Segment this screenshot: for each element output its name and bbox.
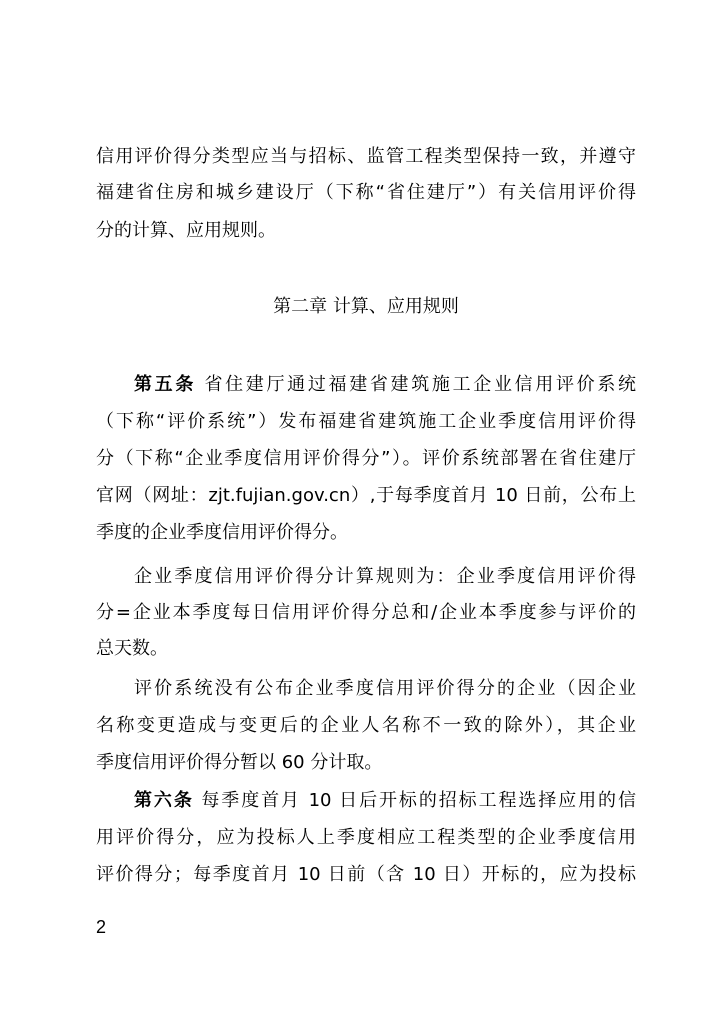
calc-line-1: 企业季度信用评价得分计算规则为：企业季度信用评价得	[134, 566, 636, 587]
default-line-3: 季度信用评价得分暂以 60 分计取。	[96, 752, 383, 773]
intro-line-2: 福建省住房和城乡建设厅（下称“省住建厅”）有关信用评价得	[96, 182, 636, 203]
article-5-text: 省住建厅通过福建省建筑施工企业信用评价系统	[204, 374, 637, 395]
article-6-line-2: 用评价得分，应为投标人上季度相应工程类型的企业季度信用	[96, 827, 636, 848]
calc-line-2: 分=企业本季度每日信用评价得分总和/企业本季度参与评价的	[96, 602, 636, 623]
default-line-1: 评价系统没有公布企业季度信用评价得分的企业（因企业	[134, 678, 636, 699]
article-5-line-2: （下称“评价系统”）发布福建省建筑施工企业季度信用评价得	[96, 411, 636, 432]
article-6-line-3: 评价得分；每季度首月 10 日前（含 10 日）开标的，应为投标	[96, 864, 636, 885]
article-5-line-3: 分（下称“企业季度信用评价得分”）。评价系统部署在省住建厅	[96, 448, 636, 469]
article-5-line-4: 官网（网址：zjt.fujian.gov.cn）,于每季度首月 10 日前，公布上	[96, 485, 636, 506]
page-number: 2	[96, 917, 107, 937]
article-5-line-1	[134, 372, 636, 398]
intro-line-3: 分的计算、应用规则。	[96, 220, 276, 241]
default-line-2: 名称变更造成与变更后的企业人名称不一致的除外），其企业	[96, 715, 636, 736]
article-6-label: 第六条	[134, 790, 194, 811]
chapter-title: 第二章 计算、应用规则	[273, 296, 459, 317]
article-5-line-5: 季度的企业季度信用评价得分。	[96, 522, 348, 543]
calc-line-3: 总天数。	[96, 638, 168, 659]
article-5-label: 第五条	[134, 374, 197, 395]
article-6-line-1	[134, 788, 636, 814]
intro-line-1: 信用评价得分类型应当与招标、监管工程类型保持一致，并遵守	[96, 146, 636, 167]
article-6-text: 每季度首月 10 日后开标的招标工程选择应用的信	[201, 790, 636, 811]
